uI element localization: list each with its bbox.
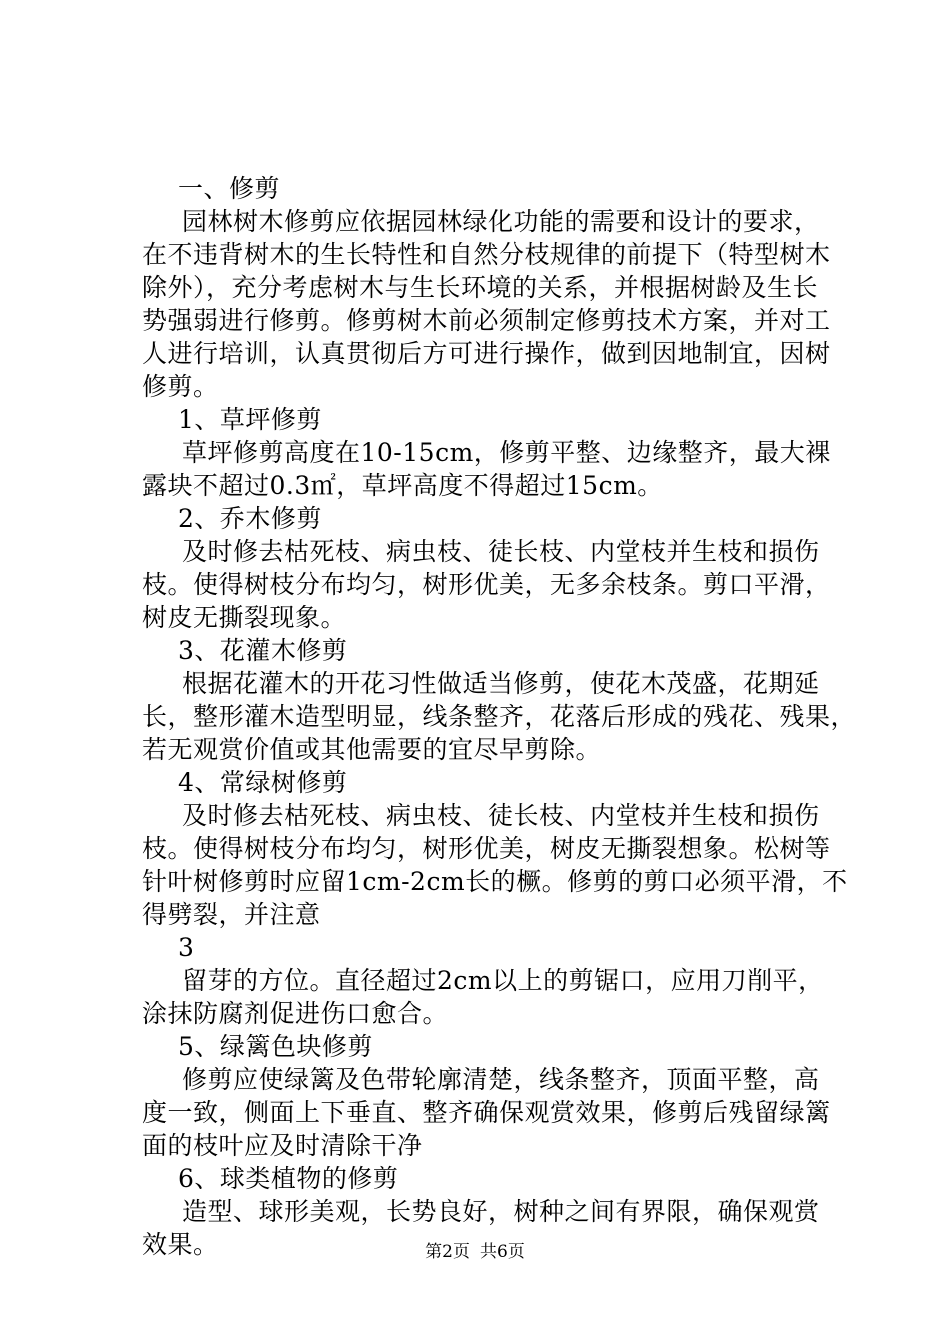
paragraph-line: 针叶树修剪时应留1cm-2cm长的橛。修剪的剪口必须平滑，不: [142, 867, 848, 896]
paragraph-line: 树皮无撕裂现象。: [142, 603, 347, 632]
paragraph-line: 涂抹防腐剂促进伤口愈合。: [142, 999, 449, 1028]
subsection-heading: 6、球类植物的修剪: [178, 1164, 399, 1193]
paragraph-line: 面的枝叶应及时清除干净: [142, 1131, 423, 1160]
paragraph-line: 及时修去枯死枝、病虫枝、徒长枝、内堂枝并生枝和损伤: [182, 537, 820, 566]
paragraph-line: 效果。: [142, 1230, 219, 1259]
paragraph-line: 若无观赏价值或其他需要的宜尽早剪除。: [142, 735, 602, 764]
paragraph-line: 枝。使得树枝分布均匀，树形优美，树皮无撕裂想象。松树等: [142, 834, 831, 863]
paragraph-line: 留芽的方位。直径超过2cm以上的剪锯口，应用刀削平，: [182, 966, 824, 995]
paragraph-line: 长，整形灌木造型明显，线条整齐，花落后形成的残花、残果，: [142, 702, 857, 731]
page-total: 共6页: [480, 1242, 525, 1262]
paragraph-line: 修剪。: [142, 372, 219, 401]
paragraph-line: 草坪修剪高度在10-15cm，修剪平整、边缘整齐，最大裸: [182, 438, 831, 467]
paragraph-line: 在不违背树木的生长特性和自然分枝规律的前提下（特型树木: [142, 240, 831, 269]
paragraph-line: 造型、球形美观，长势良好，树种之间有界限，确保观赏: [182, 1197, 820, 1226]
paragraph-line: 园林树木修剪应依据园林绿化功能的需要和设计的要求，: [182, 207, 820, 236]
paragraph-line: 及时修去枯死枝、病虫枝、徒长枝、内堂枝并生枝和损伤: [182, 801, 820, 830]
document-body: [140, 172, 857, 1261]
paragraph-line: 修剪应使绿篱及色带轮廓清楚，线条整齐，顶面平整，高: [182, 1065, 820, 1094]
section-heading: 一、修剪: [178, 174, 281, 203]
subsection-heading: 4、常绿树修剪: [178, 768, 348, 797]
subsection-heading: 3、花灌木修剪: [178, 636, 348, 665]
paragraph-line: 度一致，侧面上下垂直、整齐确保观赏效果，修剪后残留绿篱: [142, 1098, 831, 1127]
subsection-heading: 1、草坪修剪: [178, 405, 322, 434]
subsection-heading: 5、绿篱色块修剪: [178, 1032, 373, 1061]
paragraph-line: 人进行培训，认真贯彻后方可进行操作，做到因地制宜，因树: [142, 339, 831, 368]
page-number: 第2页: [425, 1242, 470, 1262]
subsection-heading: 2、乔木修剪: [178, 504, 322, 533]
paragraph-line: 露块不超过0.3㎡，草坪高度不得超过15cm。: [142, 471, 663, 500]
paragraph-line: 势强弱进行修剪。修剪树木前必须制定修剪技术方案，并对工: [142, 306, 831, 335]
paragraph-line: 除外），充分考虑树木与生长环境的关系，并根据树龄及生长: [142, 273, 819, 302]
paragraph-line: 得劈裂，并注意: [142, 900, 321, 929]
paragraph-line: 枝。使得树枝分布均匀，树形优美，无多余枝条。剪口平滑，: [142, 570, 831, 599]
inline-number: 3: [178, 933, 195, 962]
page-footer: [0, 1240, 950, 1264]
paragraph-line: 根据花灌木的开花习性做适当修剪，使花木茂盛，花期延: [182, 669, 820, 698]
